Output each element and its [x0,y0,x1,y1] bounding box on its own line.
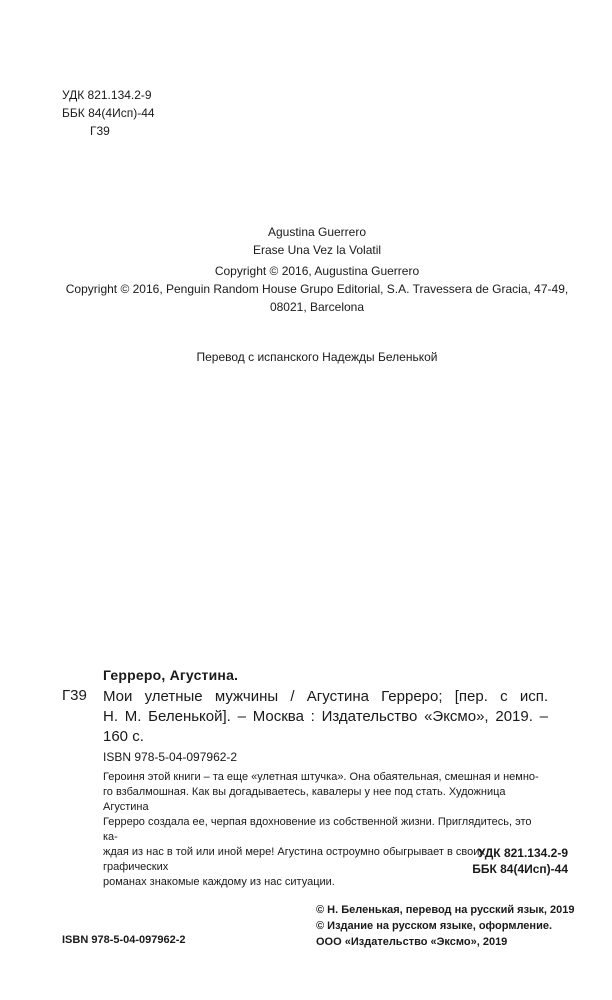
original-author: Agustina Guerrero [267,225,367,239]
biblio-line-1: Мои улетные мужчины / Агустина Герреро; [пер. с исп. [103,688,548,705]
rights-line-2: © Издание на русском языке, оформление. [316,920,553,932]
isbn-bottom: ISBN 978-5-04-097962-2 [62,934,186,946]
record-heading: Герреро, Агустина. [103,667,239,683]
annotation-line-1: Героиня этой книги – та еще «улетная штучка». Она обаятельная, смешная и немно- [103,771,539,783]
annotation-line-4: ждая из нас в той или иной мере! Агустина остроумно обыгрывает в своих графических [103,846,485,873]
classification-bottom [400,845,568,877]
rights-line-3: ООО «Издательство «Эксмо», 2019 [316,936,508,948]
udk-bottom: УДК 821.134.2-9 [477,846,568,860]
classification-codes [62,86,155,140]
bbk-code: ББК 84(4Исп)-44 [62,106,155,120]
bbk-bottom: ББК 84(4Исп)-44 [472,862,568,876]
biblio-line-3: 160 с. [103,728,144,745]
copyright-line-2: Copyright © 2016, Penguin Random House Grupo Editorial, S.A. Travessera de Gracia, 47-49, [65,282,569,296]
annotation-line-3: Герреро создала ее, черпая вдохновение из собственной жизни. Приглядитесь, это ка- [103,816,532,843]
annotation-line-2: го взбалмошная. Как вы догадываетесь, кавалеры у нее под стать. Художница Агустина [103,786,506,813]
bibliographic-description [103,687,548,747]
rights-block [316,902,575,950]
udk-code: УДК 821.134.2-9 [62,88,152,102]
record-isbn: ISBN 978-5-04-097962-2 [103,750,238,764]
annotation-line-5: романах знакомые каждому из нас ситуации. [103,876,335,888]
author-sign: Г39 [90,124,110,138]
original-credits [0,223,612,259]
rights-line-1: © Н. Беленькая, перевод на русский язык, 2019 [316,904,575,916]
biblio-line-2: Н. М. Беленькой]. – Москва : Издательство «Эксмо», 2019. – [103,708,548,725]
copyright-line-1: Copyright © 2016, Augustina Guerrero [214,264,420,278]
copyright-line-3: 08021, Barcelona [269,300,365,314]
record-code: Г39 [62,687,87,704]
copyright-block [0,262,612,316]
original-title: Erase Una Vez la Volatil [252,243,382,257]
translation-credit: Перевод с испанского Надежды Беленькой [196,350,438,364]
